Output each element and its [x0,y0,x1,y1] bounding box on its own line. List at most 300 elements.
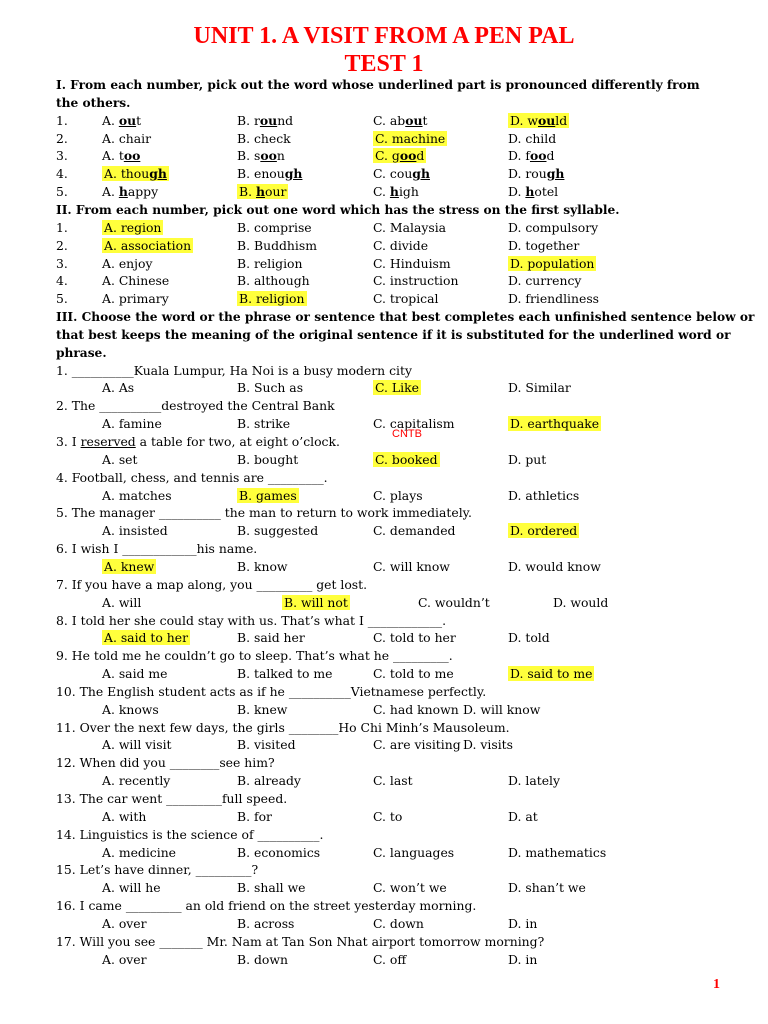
option-text: B. said her [237,630,305,646]
question-text: 3. I reserved a table for two, at eight o’clock. [56,434,340,449]
option-text: A. said me [102,666,168,682]
option-text: C. instruction [373,273,459,289]
option-text: B. religion [239,291,305,307]
option-text: B. talked to me [237,666,333,682]
underlined-part: gh [284,166,303,182]
question-stem [56,897,716,915]
item-number: 5. [56,184,68,200]
question-stem [56,504,716,522]
option [508,112,569,130]
option-text: B. hour [239,184,287,200]
option-text: D. said to me [510,666,593,682]
item-number: 4. [56,273,68,289]
option [237,272,310,290]
option [463,736,513,754]
option-text: C. languages [373,844,455,860]
option [102,415,162,433]
question-text: 10. The English student acts as if he __________Vietnamese perfectly. [56,683,487,699]
option-text: D. shan’t we [508,880,586,896]
option-text: C. plays [373,487,423,503]
question-text: 4. Football, chess, and tennis are _________. [56,469,328,485]
option-text: C. cough [373,166,430,182]
option [237,130,291,148]
option-text: D. would know [508,558,601,574]
option-text: C. won’t we [373,880,447,896]
option-text: D. rough [508,166,565,182]
question-options [56,844,716,862]
option [102,165,169,183]
question-stem [56,362,716,380]
option-text: B. suggested [237,523,319,539]
option-text: A. chair [102,130,152,146]
option [102,255,152,273]
underlined-word: reserved [80,434,136,449]
option [237,844,320,862]
option-text: A. happy [102,184,159,200]
underlined-part: h [389,184,399,200]
question-options [56,558,716,576]
option-text: A. with [102,808,147,824]
question-stem [56,612,716,630]
option-text: C. machine [375,130,446,146]
option [373,255,451,273]
option [373,951,406,969]
option-text: C. capitalism [373,416,455,432]
option-text: D. would [510,112,568,128]
option [373,147,426,165]
option-text: D. together [508,237,580,253]
option-text: B. Buddhism [237,237,317,253]
option [237,951,288,969]
item-number: 5. [56,291,68,307]
option [373,665,454,683]
underlined-part: h [118,184,128,200]
underlined-part: gh [546,166,565,182]
option [508,558,601,576]
option-text: A. out [102,112,142,128]
option-text: B. economics [237,844,321,860]
option [102,629,190,647]
option-text: C. told to her [373,630,456,646]
underlined-part: ou [259,112,278,128]
underlined-part: oo [399,148,417,164]
option-text: D. in [508,951,538,967]
question-text: 16. I came _________ an old friend on the street yesterday morning. [56,898,477,914]
option [237,629,305,647]
option [373,451,440,469]
option-text: C. down [373,915,424,931]
option [508,165,564,183]
option [102,183,158,201]
option [508,522,579,540]
option-text: C. divide [373,237,429,253]
question-text: 1. __________Kuala Lumpur, Ha Noi is a busy modern city [56,362,412,378]
section-1-item [56,165,716,183]
option-text: A. though [104,166,167,182]
option-text: C. booked [375,451,438,467]
option-text: C. to [373,808,403,824]
underlined-part: h [255,184,265,200]
option-text: D. in [508,915,538,931]
option-text: A. will visit [102,737,172,753]
underlined-part: gh [149,166,167,182]
section-3-heading-line: that best keeps the meaning of the original sentence if it is substituted for the underlined word or [56,327,731,342]
option-text: C. Hinduism [373,255,451,271]
option-text: B. soon [237,148,285,164]
option [508,379,571,397]
item-number: 3. [56,148,68,164]
option-text: A. recently [102,773,171,789]
question-text: 12. When did you ________see him? [56,755,275,771]
option [373,183,419,201]
section-2-heading: II. From each number, pick out one word which has the stress on the first syllable. [56,202,620,217]
option [373,772,413,790]
underlined-part: ou [405,112,423,128]
option-text: B. Such as [237,380,304,396]
option-text: B. check [237,130,291,146]
option [508,629,550,647]
underlined-part: ou [118,112,137,128]
option [237,379,303,397]
option-text: D. hotel [508,184,559,200]
question-options [56,629,716,647]
option-text: D. would [553,594,609,610]
question-stem [56,647,716,665]
option [237,415,290,433]
question-text: 13. The car went _________full speed. [56,791,288,806]
option-text: C. Like [375,380,419,396]
option [102,665,168,683]
underlined-part: h [525,184,535,200]
option-text: B. comprise [237,219,312,235]
option-text: B. knew [237,701,288,717]
option [373,487,423,505]
question-stem [56,719,716,737]
option [237,701,287,719]
option-text: A. said to her [104,630,189,646]
question-options [56,951,716,969]
option-text: B. visited [237,737,296,753]
option [373,844,454,862]
underlined-part: ou [537,112,556,128]
option-text: C. about [373,112,428,128]
option [102,558,156,576]
option-text: A. Chinese [102,273,170,289]
option [237,165,302,183]
option [508,451,546,469]
option [237,451,298,469]
question-options [56,379,716,397]
option-text: B. will not [284,594,348,610]
option [373,736,461,754]
option [102,808,146,826]
question-stem [56,826,716,844]
item-number: 1. [56,112,68,128]
option [373,629,456,647]
section-2-item [56,255,716,273]
question-text: 8. I told her she could stay with us. That’s what I ____________. [56,612,447,628]
option-text: A. As [102,380,135,396]
option-text: C. are visiting [373,737,461,753]
option-text: B. round [237,112,294,128]
option [237,147,285,165]
question-options [56,487,716,505]
option-text: A. set [102,451,138,467]
option-text: A. insisted [102,523,168,539]
option [237,183,288,201]
option-text: A. medicine [102,844,177,860]
option-text: D. earthquake [510,416,600,432]
question-text: 11. Over the next few days, the girls ________Ho Chi Minh’s Mausoleum. [56,719,510,735]
question-stem [56,790,716,808]
item-number: 4. [56,166,68,182]
item-number: 1. [56,219,68,235]
option-text: B. across [237,915,295,931]
option-text: B. although [237,273,310,289]
option-text: D. put [508,451,547,467]
option [508,844,606,862]
option-text: A. will he [102,880,161,896]
question-stem [56,933,716,951]
section-1-item [56,130,716,148]
option [373,219,446,237]
option-text: A. primary [102,291,169,307]
option [373,879,447,897]
option [237,558,288,576]
option-text: B. religion [237,255,303,271]
section-3-heading-line: III. Choose the word or the phrase or sentence that best completes each unfinished sentence below or [56,310,755,325]
option-text: B. for [237,808,272,824]
option [373,272,458,290]
option [508,290,599,308]
option [237,112,293,130]
option [237,879,306,897]
option-text: B. enough [237,166,303,182]
option [237,915,294,933]
stamp-mark: CNTB [392,428,422,440]
question-text: 14. Linguistics is the science of __________. [56,826,324,842]
underlined-part: oo [529,148,547,164]
option [102,147,140,165]
option-text: D. ordered [510,523,578,539]
option [553,594,608,612]
section-2-item [56,219,716,237]
option-text: D. told [508,630,550,646]
option-text: D. mathematics [508,844,607,860]
option [237,522,318,540]
option [508,147,554,165]
option [508,487,579,505]
option [508,237,579,255]
section-2-item [56,237,716,255]
option-text: B. games [239,487,297,503]
option [237,219,312,237]
option [373,112,428,130]
option [373,130,447,148]
option [508,665,594,683]
option [508,915,537,933]
option-text: A. matches [102,487,172,503]
question-options [56,665,716,683]
option-text: C. wouldn’t [418,594,490,610]
option [102,451,138,469]
question-text: 15. Let’s have dinner, _________? [56,862,259,878]
option [508,879,586,897]
option [102,522,168,540]
option-text: A. association [104,237,192,253]
option-text: D. currency [508,273,582,289]
option-text: A. over [102,951,147,967]
option [237,772,301,790]
option-text: D. Similar [508,380,571,396]
option-text: A. too [102,148,141,164]
option-text: D. visits [463,737,513,753]
option [102,237,193,255]
question-options [56,736,716,754]
option-text: D. friendliness [508,291,600,307]
option-text: C. Malaysia [373,219,447,235]
option-text: C. had known [373,701,459,717]
question-stem [56,683,716,701]
option [373,701,459,719]
item-number: 2. [56,130,68,146]
option [463,701,540,719]
section-1-item [56,147,716,165]
option-text: C. tropical [373,291,439,307]
option [102,379,134,397]
option [237,808,272,826]
question-options [56,522,716,540]
question-options [56,772,716,790]
question-stem [56,754,716,772]
question-options [56,594,716,612]
option [237,255,303,273]
option [102,951,147,969]
option-text: A. will [102,594,142,610]
option [102,915,147,933]
option [508,951,537,969]
option [102,844,176,862]
question-text: 2. The __________destroyed the Central Bank [56,398,335,414]
section-2-item [56,290,716,308]
option [373,558,450,576]
option [102,736,172,754]
option-text: D. population [510,255,595,271]
question-text: 17. Will you see _______ Mr. Nam at Tan Son Nhat airport tomorrow morning? [56,933,545,949]
option-text: D. will know [463,701,541,717]
option-text: D. athletics [508,487,580,503]
option [102,219,163,237]
option [237,237,317,255]
option [102,879,161,897]
option-text: A. region [104,219,162,235]
option-text: A. over [102,915,147,931]
option [237,487,299,505]
section-1-item [56,112,716,130]
option [508,415,601,433]
option-text: C. off [373,951,407,967]
question-options [56,879,716,897]
question-stem [56,576,716,594]
question-text: 5. The manager __________ the man to return to work immediately. [56,505,472,521]
section-3-heading-line: phrase. [56,345,107,360]
question-stem [56,469,716,487]
option-text: D. at [508,808,538,824]
option-text: C. will know [373,558,450,574]
option [508,183,558,201]
option [373,165,430,183]
page-number: 1 [713,977,720,992]
option [508,772,560,790]
option [508,255,596,273]
option [508,130,556,148]
question-stem [56,397,716,415]
option [373,915,424,933]
section-1-heading: I. From each number, pick out the word whose underlined part is pronounced differently from the others. [56,78,700,110]
option-text: B. down [237,951,288,967]
option-text: C. told to me [373,666,454,682]
question-options [56,915,716,933]
option [102,272,169,290]
option-text: A. famine [102,416,162,432]
underlined-part: oo [260,148,277,164]
option-text: B. strike [237,416,291,432]
option [508,808,538,826]
option-text: A. knew [104,558,155,574]
question-stem [56,433,716,451]
option [373,237,428,255]
option-text: D. lately [508,773,560,789]
question-text: 6. I wish I ____________his name. [56,541,258,557]
underlined-part: gh [412,166,430,182]
question-options [56,701,716,719]
section-1-item [56,183,716,201]
item-number: 3. [56,255,68,271]
option-text: B. shall we [237,880,306,896]
test-title: TEST 1 [344,51,424,77]
option [237,665,332,683]
option [237,290,307,308]
option [508,272,581,290]
option [508,219,598,237]
section-2-item [56,272,716,290]
option-text: C. demanded [373,523,456,539]
item-number: 2. [56,237,68,253]
option [373,808,402,826]
option-text: D. compulsory [508,219,599,235]
option-text: C. good [375,148,425,164]
option-text: B. know [237,558,288,574]
option-text: B. already [237,773,301,789]
option [102,290,169,308]
question-options [56,808,716,826]
question-options [56,451,716,469]
option [373,379,421,397]
option [102,594,141,612]
option [102,772,170,790]
option-text: C. last [373,773,413,789]
option [373,522,456,540]
unit-title: UNIT 1. A VISIT FROM A PEN PAL [193,23,575,49]
question-text: 9. He told me he couldn’t go to sleep. That’s what he _________. [56,648,453,664]
option-text: B. bought [237,451,299,467]
question-options [56,415,716,433]
option-text: D. food [508,148,555,164]
option [102,112,141,130]
question-stem [56,540,716,558]
option [102,701,159,719]
option [418,594,490,612]
